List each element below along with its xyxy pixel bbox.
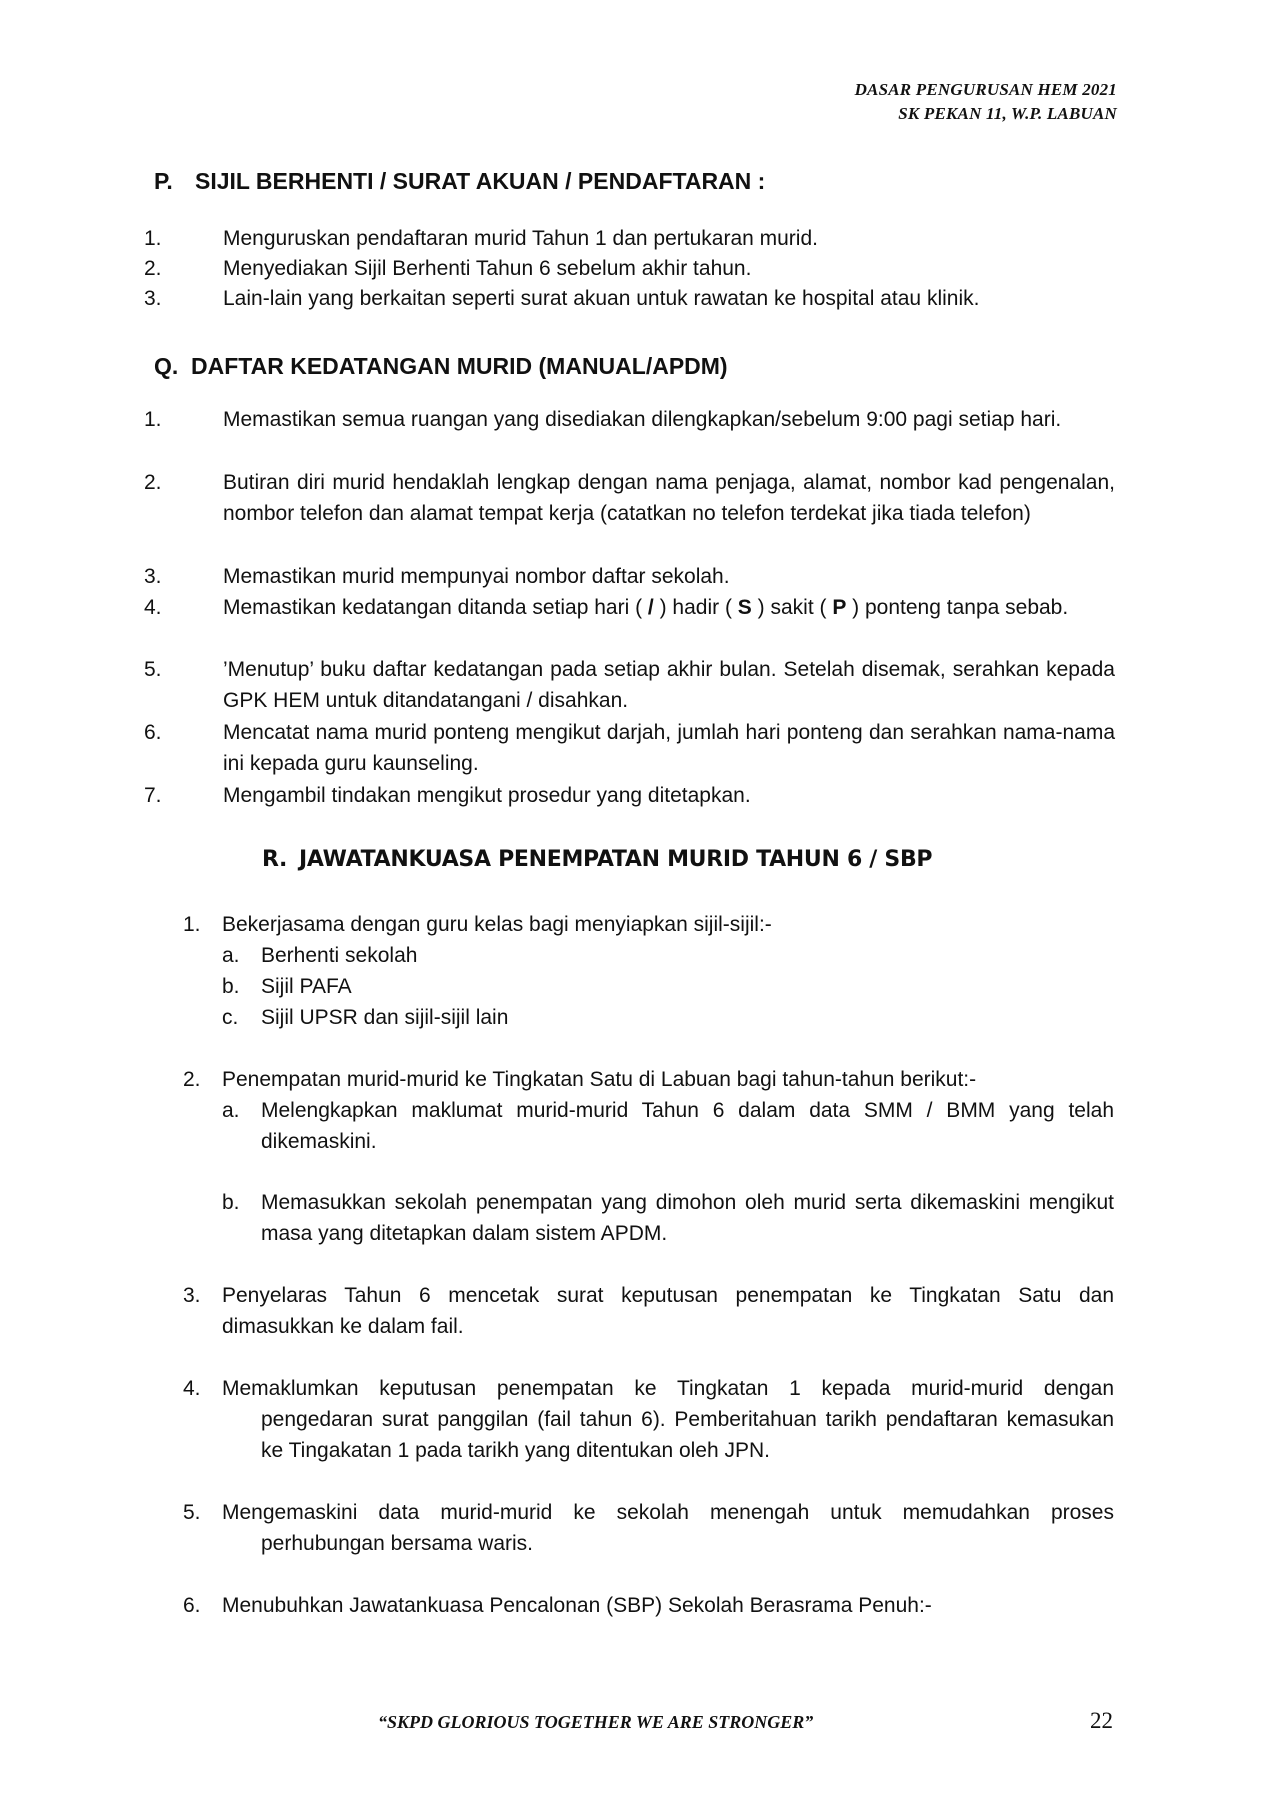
item-number: 6. xyxy=(144,721,162,744)
item-text: Memastikan semua ruangan yang disediakan dilengkapkan/sebelum 9:00 pagi setiap hari. xyxy=(223,408,1062,431)
item-number: 3. xyxy=(144,287,162,310)
item-text-first-line: Memaklumkan keputusan penempatan ke Tingkatan 1 kepada murid-murid dengan xyxy=(222,1377,1114,1400)
sub-item-text: Melengkapkan maklumat murid-murid Tahun 6 dalam data SMM / BMM yang telah dikemaskini. xyxy=(261,1099,1114,1153)
item-text: Penempatan murid-murid ke Tingkatan Satu di Labuan bagi tahun-tahun berikut:- xyxy=(222,1068,977,1091)
item-number: 2. xyxy=(144,257,162,280)
item-text: Mengambil tindakan mengikut prosedur yang ditetapkan. xyxy=(223,784,751,807)
item-number: 1. xyxy=(144,227,162,250)
item-text xyxy=(223,592,1115,623)
item-text-continuation: perhubungan bersama waris. xyxy=(261,1532,533,1555)
item-number: 4. xyxy=(144,596,162,619)
item-text: ’Menutup’ buku daftar kedatangan pada setiap akhir bulan. Setelah disemak, serahkan kepada GPK HEM untuk ditandatangani / disahkan. xyxy=(223,658,1115,712)
item-number: 3. xyxy=(144,565,162,588)
item-text-continuation: pengedaran surat panggilan (fail tahun 6). Pemberitahuan tarikh pendaftaran kemasukan ke Tingakatan 1 pada tarikh yang ditentukan oleh JPN. xyxy=(261,1408,1114,1462)
sub-item-letter: a. xyxy=(222,944,240,967)
item-number: 7. xyxy=(144,784,162,807)
text-fragment: ) hadir ( xyxy=(653,596,738,619)
item-number: 2. xyxy=(144,471,162,494)
item-number: 4. xyxy=(183,1377,201,1400)
page-number: 22 xyxy=(1090,1708,1113,1733)
item-text: Mencatat nama murid ponteng mengikut darjah, jumlah hari ponteng dan serahkan nama-nama ini kepada guru kaunseling. xyxy=(223,721,1115,775)
sub-item-text: Sijil UPSR dan sijil-sijil lain xyxy=(261,1006,509,1029)
item-number: 1. xyxy=(183,913,201,936)
item-text: Butiran diri murid hendaklah lengkap dengan nama penjaga, alamat, nombor kad pengenalan, nombor telefon dan alamat tempat kerja (catatkan no telefon terdekat jika tiada telefon) xyxy=(223,471,1115,525)
item-number: 3. xyxy=(183,1284,201,1307)
item-number: 5. xyxy=(144,658,162,681)
item-text: Menubuhkan Jawatankuasa Pencalonan (SBP) Sekolah Berasrama Penuh:- xyxy=(222,1594,932,1617)
item-text: Penyelaras Tahun 6 mencetak surat keputusan penempatan ke Tingkatan Satu dan dimasukkan ke dalam fail. xyxy=(222,1284,1114,1338)
footer-motto: “SKPD GLORIOUS TOGETHER WE ARE STRONGER” xyxy=(378,1712,814,1732)
section-p-letter: P. xyxy=(154,168,173,194)
sub-item-letter: c. xyxy=(222,1006,239,1029)
sub-item-text: Memasukkan sekolah penempatan yang dimohon oleh murid serta dikemaskini mengikut masa yang ditetapkan dalam sistem APDM. xyxy=(261,1191,1114,1245)
sub-item-letter: b. xyxy=(222,975,240,998)
section-q-title: DAFTAR KEDATANGAN MURID (MANUAL/APDM) xyxy=(191,353,728,379)
text-fragment: ) sakit ( xyxy=(751,596,833,619)
sub-item-letter: a. xyxy=(222,1099,240,1122)
item-text xyxy=(222,1497,1114,1559)
item-text: Bekerjasama dengan guru kelas bagi menyiapkan sijil-sijil:- xyxy=(222,913,772,936)
mark-truant: P xyxy=(832,596,847,619)
page-header xyxy=(855,78,1117,126)
item-number: 1. xyxy=(144,408,162,431)
text-fragment: ) ponteng tanpa sebab. xyxy=(846,596,1069,619)
section-q-letter: Q. xyxy=(154,353,179,379)
item-text: Lain-lain yang berkaitan seperti surat akuan untuk rawatan ke hospital atau klinik. xyxy=(223,287,980,310)
item-text xyxy=(222,1373,1114,1466)
header-line-2: SK PEKAN 11, W.P. LABUAN xyxy=(898,104,1117,123)
section-r-heading xyxy=(262,845,932,875)
section-p-title: SIJIL BERHENTI / SURAT AKUAN / PENDAFTARAN : xyxy=(195,168,766,194)
item-text-first-line: Mengemaskini data murid-murid ke sekolah menengah untuk memudahkan proses xyxy=(222,1501,1114,1524)
item-text: Menyediakan Sijil Berhenti Tahun 6 sebelum akhir tahun. xyxy=(223,257,752,280)
sub-item-text: Berhenti sekolah xyxy=(261,944,418,967)
mark-sick: S xyxy=(737,596,752,619)
section-r-letter: R. xyxy=(262,847,288,872)
item-text: Memastikan murid mempunyai nombor daftar sekolah. xyxy=(223,565,730,588)
item-number: 6. xyxy=(183,1594,201,1617)
section-r-title: JAWATANKUASA PENEMPATAN MURID TAHUN 6 / SBP xyxy=(299,847,933,872)
item-text: Menguruskan pendaftaran murid Tahun 1 dan pertukaran murid. xyxy=(223,227,818,250)
sub-item-text: Sijil PAFA xyxy=(261,975,352,998)
section-q-heading xyxy=(154,351,728,381)
text-fragment: Memastikan kedatangan ditanda setiap hari ( xyxy=(223,596,648,619)
item-number: 5. xyxy=(183,1501,201,1524)
mark-present: / xyxy=(647,596,654,619)
header-line-1: DASAR PENGURUSAN HEM 2021 xyxy=(854,80,1117,99)
item-number: 2. xyxy=(183,1068,201,1091)
section-p-heading xyxy=(154,166,765,196)
sub-item-letter: b. xyxy=(222,1191,240,1214)
